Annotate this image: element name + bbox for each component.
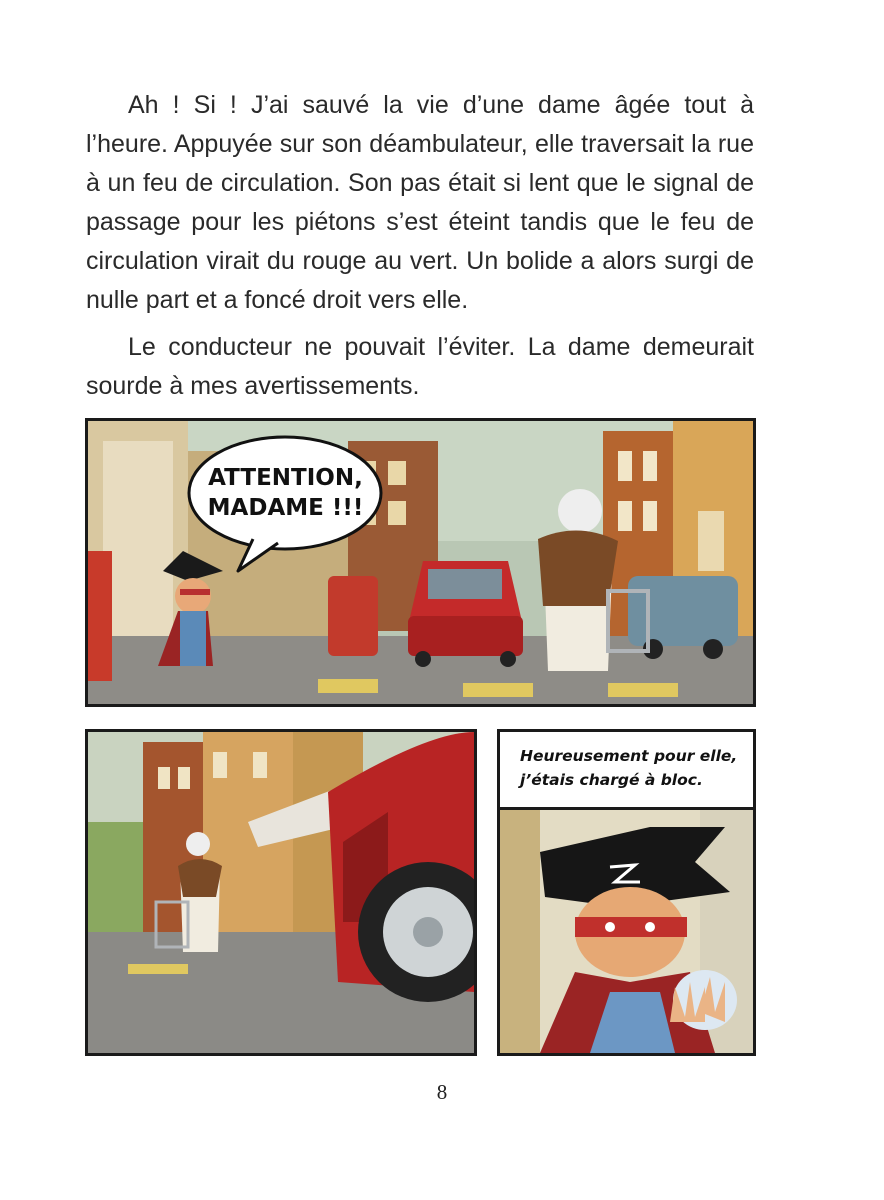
paragraph-1: Ah ! Si ! J’ai sauvé la vie d’une dame âgée tout à l’heure. Appuyée sur son déambulateur, elle traversait la rue à un feu de circulation. Son pas était si lent que le signal de passage pour les piétons s’est éteint tandis que le feu de circulation virait du rouge au vert. Un bolide a alors surgi de nulle part et a foncé droit vers elle.	[86, 91, 754, 314]
paragraph-2: Le conducteur ne pouvait l’éviter. La dame demeurait sourde à mes avertissements.	[86, 333, 754, 400]
car-close-up-illustration	[88, 732, 474, 1053]
caption-box	[500, 732, 753, 810]
comic-panel-car-close-up	[85, 729, 477, 1056]
speech-bubble-line-1: ATTENTION,	[208, 465, 363, 491]
speech-bubble-line-2: MADAME !!!	[207, 495, 364, 521]
street-scene-illustration	[88, 421, 753, 704]
comic-panel-hero	[497, 729, 756, 1056]
page-number: 8	[436, 1080, 448, 1104]
speech-bubble	[198, 443, 373, 543]
story-text	[86, 86, 754, 414]
caption-line-2: j’étais chargé à bloc.	[520, 771, 703, 789]
comic-panel-street-scene	[85, 418, 756, 707]
caption-line-1: Heureusement pour elle,	[520, 747, 738, 765]
